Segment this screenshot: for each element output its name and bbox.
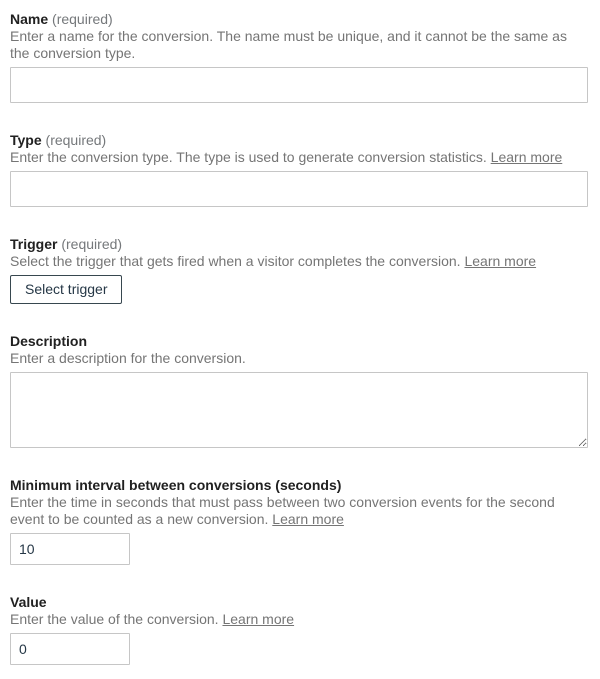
name-help: [10, 28, 588, 62]
type-required-badge: (required): [45, 132, 107, 148]
field-description: [10, 332, 588, 448]
description-textarea[interactable]: [10, 372, 588, 448]
type-help: [10, 149, 588, 166]
value-input[interactable]: [10, 633, 130, 665]
value-help: [10, 611, 588, 628]
name-input[interactable]: [10, 67, 588, 103]
description-help: [10, 350, 588, 367]
name-required-badge: (required): [52, 11, 113, 27]
minimum-interval-help: [10, 494, 588, 528]
value-learn-more-link[interactable]: Learn more: [222, 611, 295, 627]
type-label-text: Type: [10, 132, 42, 148]
trigger-help: [10, 253, 588, 270]
description-label-text: Description: [10, 333, 88, 349]
minimum-interval-help-text: Enter the time in seconds that must pass between two conversion events for the second event to be counted as a new conversion.: [10, 494, 555, 527]
trigger-help-text: Select the trigger that gets fired when a visitor completes the conversion.: [10, 253, 461, 269]
trigger-learn-more-link[interactable]: Learn more: [464, 253, 537, 269]
name-help-text: Enter a name for the conversion. The name must be unique, and it cannot be the same as the conversion type.: [10, 28, 567, 61]
field-trigger: [10, 235, 588, 304]
field-name: [10, 10, 588, 103]
type-label: [10, 131, 588, 149]
value-help-text: Enter the value of the conversion.: [10, 611, 219, 627]
value-label: [10, 593, 588, 611]
field-type: [10, 131, 588, 207]
trigger-label-text: Trigger: [10, 236, 58, 252]
type-input[interactable]: [10, 171, 588, 207]
minimum-interval-input[interactable]: [10, 533, 130, 565]
name-label: [10, 10, 588, 28]
type-learn-more-link[interactable]: Learn more: [490, 149, 563, 165]
minimum-interval-label-text: Minimum interval between conversions (seconds): [10, 477, 342, 493]
name-label-text: Name: [10, 11, 49, 27]
select-trigger-button[interactable]: Select trigger: [10, 275, 122, 304]
field-minimum-interval: [10, 476, 588, 565]
description-label: [10, 332, 588, 350]
trigger-required-badge: (required): [61, 236, 123, 252]
type-help-text: Enter the conversion type. The type is used to generate conversion statistics.: [10, 149, 487, 165]
trigger-label: [10, 235, 588, 253]
field-value: [10, 593, 588, 665]
minimum-interval-label: [10, 476, 588, 494]
value-label-text: Value: [10, 594, 47, 610]
conversion-form: [10, 10, 588, 665]
description-help-text: Enter a description for the conversion.: [10, 350, 246, 366]
minimum-interval-learn-more-link[interactable]: Learn more: [272, 511, 344, 527]
